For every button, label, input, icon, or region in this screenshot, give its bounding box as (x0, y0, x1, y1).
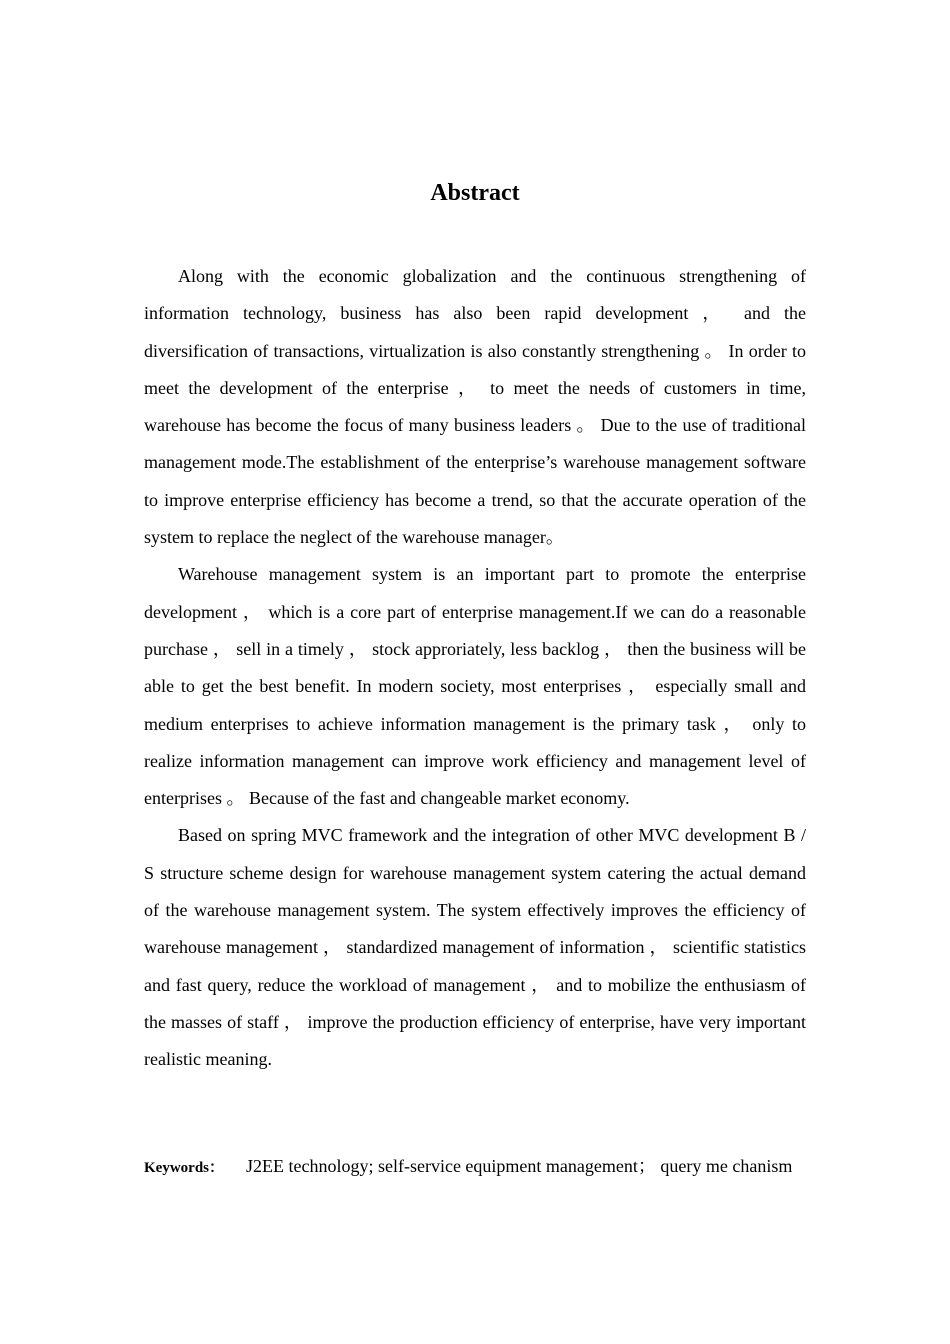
page-title: Abstract (430, 180, 520, 207)
keywords-section (144, 1148, 806, 1187)
keywords-text: J2EE technology; self-service equipment management； query me chanism (246, 1156, 793, 1176)
abstract-paragraph-2: Warehouse management system is an important part to promote the enterprise development ， which is a core part of enterprise management.If we can do a reasonable purchase ， sell in a timely ， stock approriately, less backlog ， then the business will be able to get the best benefit. In modern society, most enterprises ， especially small and medium enterprises to achieve information management is the primary task ， only to realize information management can improve work efficiency and management level of enterprises 。 Because of the fast and changeable market economy. (144, 564, 806, 809)
abstract-paragraph-1: Along with the economic globalization and the continuous strengthening of information technology, business has also been rapid development ， and the diversification of transactions, virtualization is also constantly strengthening 。 In order to meet the development of the enterprise ， to meet the needs of customers in time, warehouse has become the focus of many business leaders 。 Due to the use of traditional management mode.The establishment of the enterprise’s warehouse management software to improve enterprise efficiency has become a trend, so that the accurate operation of the system to replace the neglect of the warehouse manager。 (144, 266, 806, 548)
abstract-paragraph-3: Based on spring MVC framework and the integration of other MVC development B / S structure scheme design for warehouse management system catering the actual demand of the warehouse management system. The system effectively improves the efficiency of warehouse management ， standardized management of information ， scientific statistics and fast query, reduce the workload of management ， and to mobilize the enthusiasm of the masses of staff ， improve the production efficiency of enterprise, have very important realistic meaning. (144, 825, 806, 1070)
keywords-label: Keywords： (144, 1160, 224, 1176)
abstract-body (144, 258, 806, 1079)
